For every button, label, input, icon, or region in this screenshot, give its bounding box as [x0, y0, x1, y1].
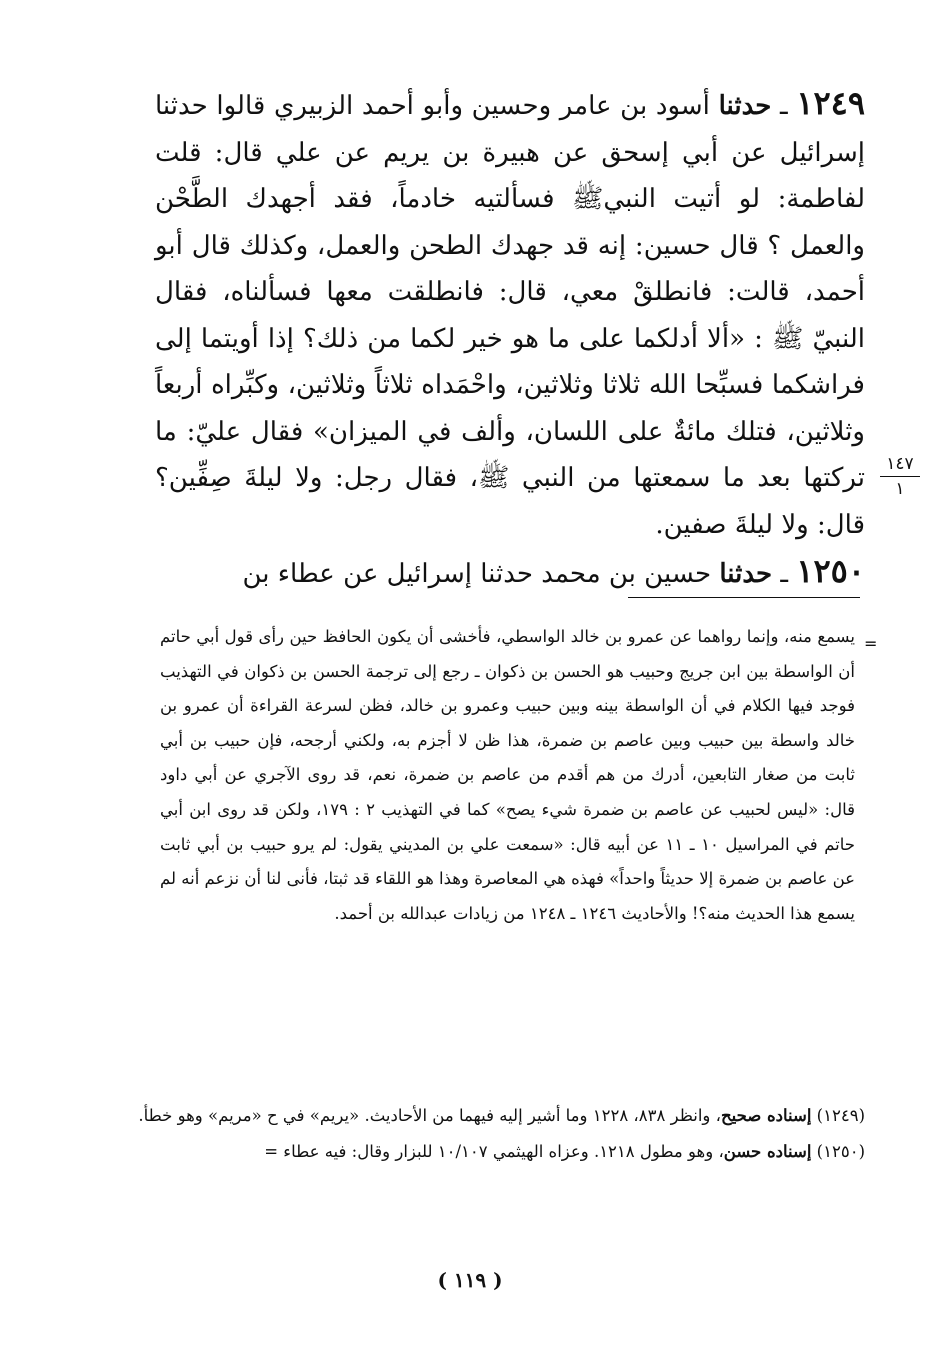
footnote-grade: إسناده حسن — [723, 1142, 812, 1161]
footnote-1250 — [130, 1134, 865, 1170]
hadith-number: ١٢٥٠ — [796, 552, 865, 590]
margin-reference-top: ١٤٧ — [880, 454, 920, 477]
hadith-separator: ـ — [780, 559, 788, 589]
margin-reference — [880, 454, 920, 499]
footnotes-list — [130, 1098, 865, 1170]
footnote-text: ، وانظر ٨٣٨، ١٢٢٨ وما أشير إليه فيهما من الأحاديث. «يريم» في ح «مريم» وهو خطأ. — [138, 1106, 721, 1125]
hadith-text: حسين بن محمد حدثنا إسرائيل عن عطاء بن — [242, 559, 712, 589]
hadith-text: أسود بن عامر وحسين وأبو أحمد الزبيري قالوا حدثنا إسرائيل عن أبي إسحق عن هبيرة بن يريم عن علي قال: قلت لفاطمة: لو أتيت النبيﷺ فسألتيه خادماً، فقد أجهدك الطَّحْن والعمل ؟ قال حسين: إنه قد جهدك الطحن والعمل، وكذلك قال أبو أحمد، قالت: فانطلقْ معي، قال: فانطلقت معها فسألناه، فقال النبيّ ﷺ : «ألا أدلكما على ما هو خير لكما من ذلك؟ إذا أويتما إلى فراشكما فسبِّحا الله ثلاثا وثلاثين، واحْمَداه ثلاثاً وثلاثين، وكبِّراه أربعاً وثلاثين، فتلك مائةٌ على اللسان، وألف في الميزان» فقال عليّ: ما تركتها بعد ما سمعتها من النبي ﷺ، فقال رجل: ولا ليلةَ صِفِّين؟ قال: ولا ليلةَ صفين. — [155, 91, 865, 540]
footnote-grade: إسناده صحيح — [720, 1106, 812, 1125]
page-number: ( ١١٩ ) — [437, 1268, 503, 1292]
footnote-number: (١٢٤٩) — [816, 1106, 865, 1125]
hadith-keyword: حدثنا — [718, 91, 772, 121]
footnote-divider — [628, 597, 860, 598]
hadith-1249 — [155, 80, 865, 548]
footnote-1249 — [130, 1098, 865, 1134]
footnotes-continued — [160, 620, 855, 931]
hadith-keyword: حدثنا — [719, 559, 773, 589]
footnote-number: (١٢٥٠) — [816, 1142, 865, 1161]
hadith-1250 — [155, 548, 865, 598]
continuation-mark: = — [864, 634, 878, 653]
hadith-number: ١٢٤٩ — [796, 84, 866, 122]
margin-reference-bottom: ١ — [895, 479, 905, 499]
main-text — [155, 80, 865, 598]
footnote-text: ، وهو مطول ١٢١٨. وعزاه الهيثمي ١٠/١٠٧ للبزار وقال: فيه عطاء = — [264, 1142, 724, 1161]
hadith-separator: ـ — [779, 91, 788, 121]
footnote-continued-text: يسمع منه، وإنما رواهما عن عمرو بن خالد الواسطي، فأخشى أن يكون الحافظ حين رأى قول أبي حاتم أن الواسطة بين ابن جريج وحبيب هو الحسن بن ذكوان ـ رجع إلى ترجمة الحسن بن ذكوان في التهذيب فوجد فيها الكلام في أن الواسطة بينه وبين حبيب وعمرو بن خالد، فظن لسرعة القراءة أن عمرو بن خالد واسطة بين حبيب وبين عاصم بن ضمرة، هذا ظن لا أجزم به، ولكني أرجحه، فإن حبيب بن أبي ثابت من صغار التابعين، أدرك من هم أقدم من عاصم بن ضمرة، نعم، قد روى الآجري عن أبي داود قال: «ليس لحبيب عن عاصم بن ضمرة شيء يصح» كما في التهذيب ٢ : ١٧٩، ولكن قد روى ابن أبي حاتم في المراسيل ١٠ ـ ١١ عن أبيه قال: «سمعت علي بن المديني يقول: لم يرو حبيب بن أبي ثابت عن عاصم بن ضمرة إلا حديثاً واحداً» فهذه هي المعاصرة وهذا هو اللقاء قد ثبتا، فأنى لنا أن نزعم أنه لم يسمع هذا الحديث منه؟! والأحاديث ١٢٤٦ ـ ١٢٤٨ من زيادات عبدالله بن أحمد. — [160, 627, 855, 923]
